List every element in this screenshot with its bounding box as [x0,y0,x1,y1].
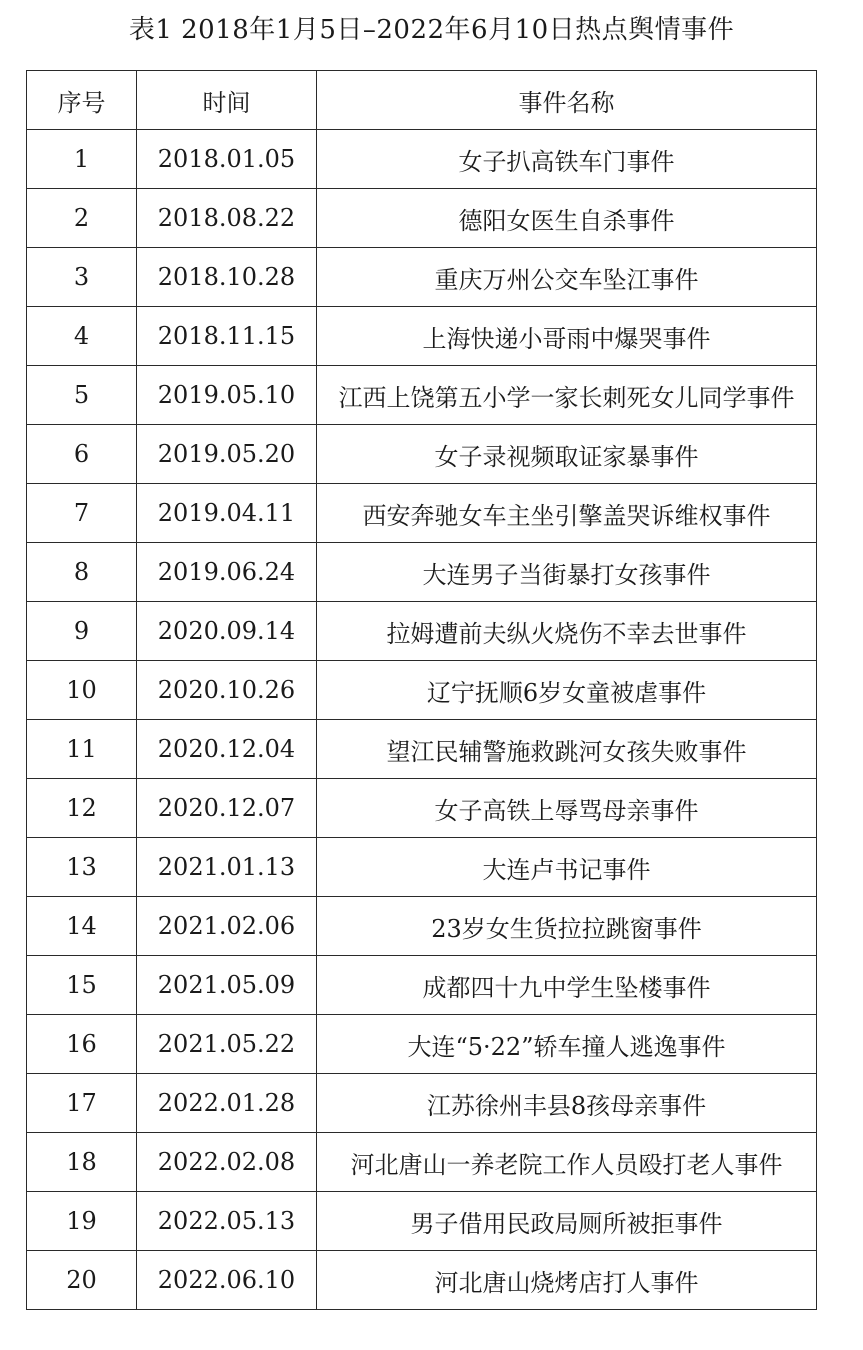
row-date: 2020.12.04 [137,720,317,779]
row-index: 9 [27,602,137,661]
table-row [27,897,817,956]
row-event-name: 女子高铁上辱骂母亲事件 [317,779,817,838]
row-index: 4 [27,307,137,366]
header-index: 序号 [27,71,137,130]
row-event-name: 辽宁抚顺6岁女童被虐事件 [317,661,817,720]
row-date: 2019.04.11 [137,484,317,543]
row-date: 2019.06.24 [137,543,317,602]
row-date: 2022.05.13 [137,1192,317,1251]
table-row [27,307,817,366]
row-date: 2021.02.06 [137,897,317,956]
row-date: 2018.01.05 [137,130,317,189]
row-index: 8 [27,543,137,602]
events-table [26,70,817,1310]
table-caption: 表1 2018年1月5日–2022年6月10日热点舆情事件 [128,15,735,45]
table-row [27,838,817,897]
table-row [27,779,817,838]
table-body [27,130,817,1310]
row-index: 16 [27,1015,137,1074]
row-date: 2021.05.22 [137,1015,317,1074]
row-index: 17 [27,1074,137,1133]
row-index: 19 [27,1192,137,1251]
row-date: 2021.01.13 [137,838,317,897]
table-row [27,189,817,248]
row-index: 18 [27,1133,137,1192]
row-event-name: 成都四十九中学生坠楼事件 [317,956,817,1015]
table-row [27,130,817,189]
row-date: 2019.05.20 [137,425,317,484]
table-row [27,1074,817,1133]
row-index: 14 [27,897,137,956]
table-header-row [27,71,817,130]
row-date: 2020.12.07 [137,779,317,838]
row-index: 10 [27,661,137,720]
row-date: 2022.02.08 [137,1133,317,1192]
table-row [27,1251,817,1310]
row-event-name: 重庆万州公交车坠江事件 [317,248,817,307]
row-event-name: 大连卢书记事件 [317,838,817,897]
row-index: 12 [27,779,137,838]
row-event-name: 大连男子当街暴打女孩事件 [317,543,817,602]
row-date: 2018.10.28 [137,248,317,307]
row-date: 2021.05.09 [137,956,317,1015]
row-event-name: 江苏徐州丰县8孩母亲事件 [317,1074,817,1133]
row-date: 2018.11.15 [137,307,317,366]
row-event-name: 23岁女生货拉拉跳窗事件 [317,897,817,956]
row-date: 2018.08.22 [137,189,317,248]
row-event-name: 西安奔驰女车主坐引擎盖哭诉维权事件 [317,484,817,543]
row-event-name: 男子借用民政局厕所被拒事件 [317,1192,817,1251]
row-date: 2020.09.14 [137,602,317,661]
row-index: 11 [27,720,137,779]
table-row [27,366,817,425]
row-index: 7 [27,484,137,543]
table-row [27,661,817,720]
row-index: 5 [27,366,137,425]
row-date: 2019.05.10 [137,366,317,425]
table-row [27,543,817,602]
row-event-name: 女子扒高铁车门事件 [317,130,817,189]
table-row [27,956,817,1015]
row-event-name: 河北唐山一养老院工作人员殴打老人事件 [317,1133,817,1192]
row-date: 2022.01.28 [137,1074,317,1133]
row-index: 1 [27,130,137,189]
header-date: 时间 [137,71,317,130]
row-index: 20 [27,1251,137,1310]
row-date: 2022.06.10 [137,1251,317,1310]
row-event-name: 望江民辅警施救跳河女孩失败事件 [317,720,817,779]
table-row [27,425,817,484]
row-event-name: 上海快递小哥雨中爆哭事件 [317,307,817,366]
row-event-name: 大连“5·22”轿车撞人逃逸事件 [317,1015,817,1074]
header-event-name: 事件名称 [317,71,817,130]
row-index: 6 [27,425,137,484]
row-event-name: 女子录视频取证家暴事件 [317,425,817,484]
row-index: 13 [27,838,137,897]
table-row [27,1133,817,1192]
table-row [27,248,817,307]
row-date: 2020.10.26 [137,661,317,720]
row-index: 2 [27,189,137,248]
table-row [27,602,817,661]
row-index: 15 [27,956,137,1015]
row-event-name: 江西上饶第五小学一家长刺死女儿同学事件 [317,366,817,425]
table-row [27,1192,817,1251]
table-row [27,484,817,543]
row-event-name: 德阳女医生自杀事件 [317,189,817,248]
row-event-name: 拉姆遭前夫纵火烧伤不幸去世事件 [317,602,817,661]
row-index: 3 [27,248,137,307]
table-row [27,1015,817,1074]
table-row [27,720,817,779]
row-event-name: 河北唐山烧烤店打人事件 [317,1251,817,1310]
